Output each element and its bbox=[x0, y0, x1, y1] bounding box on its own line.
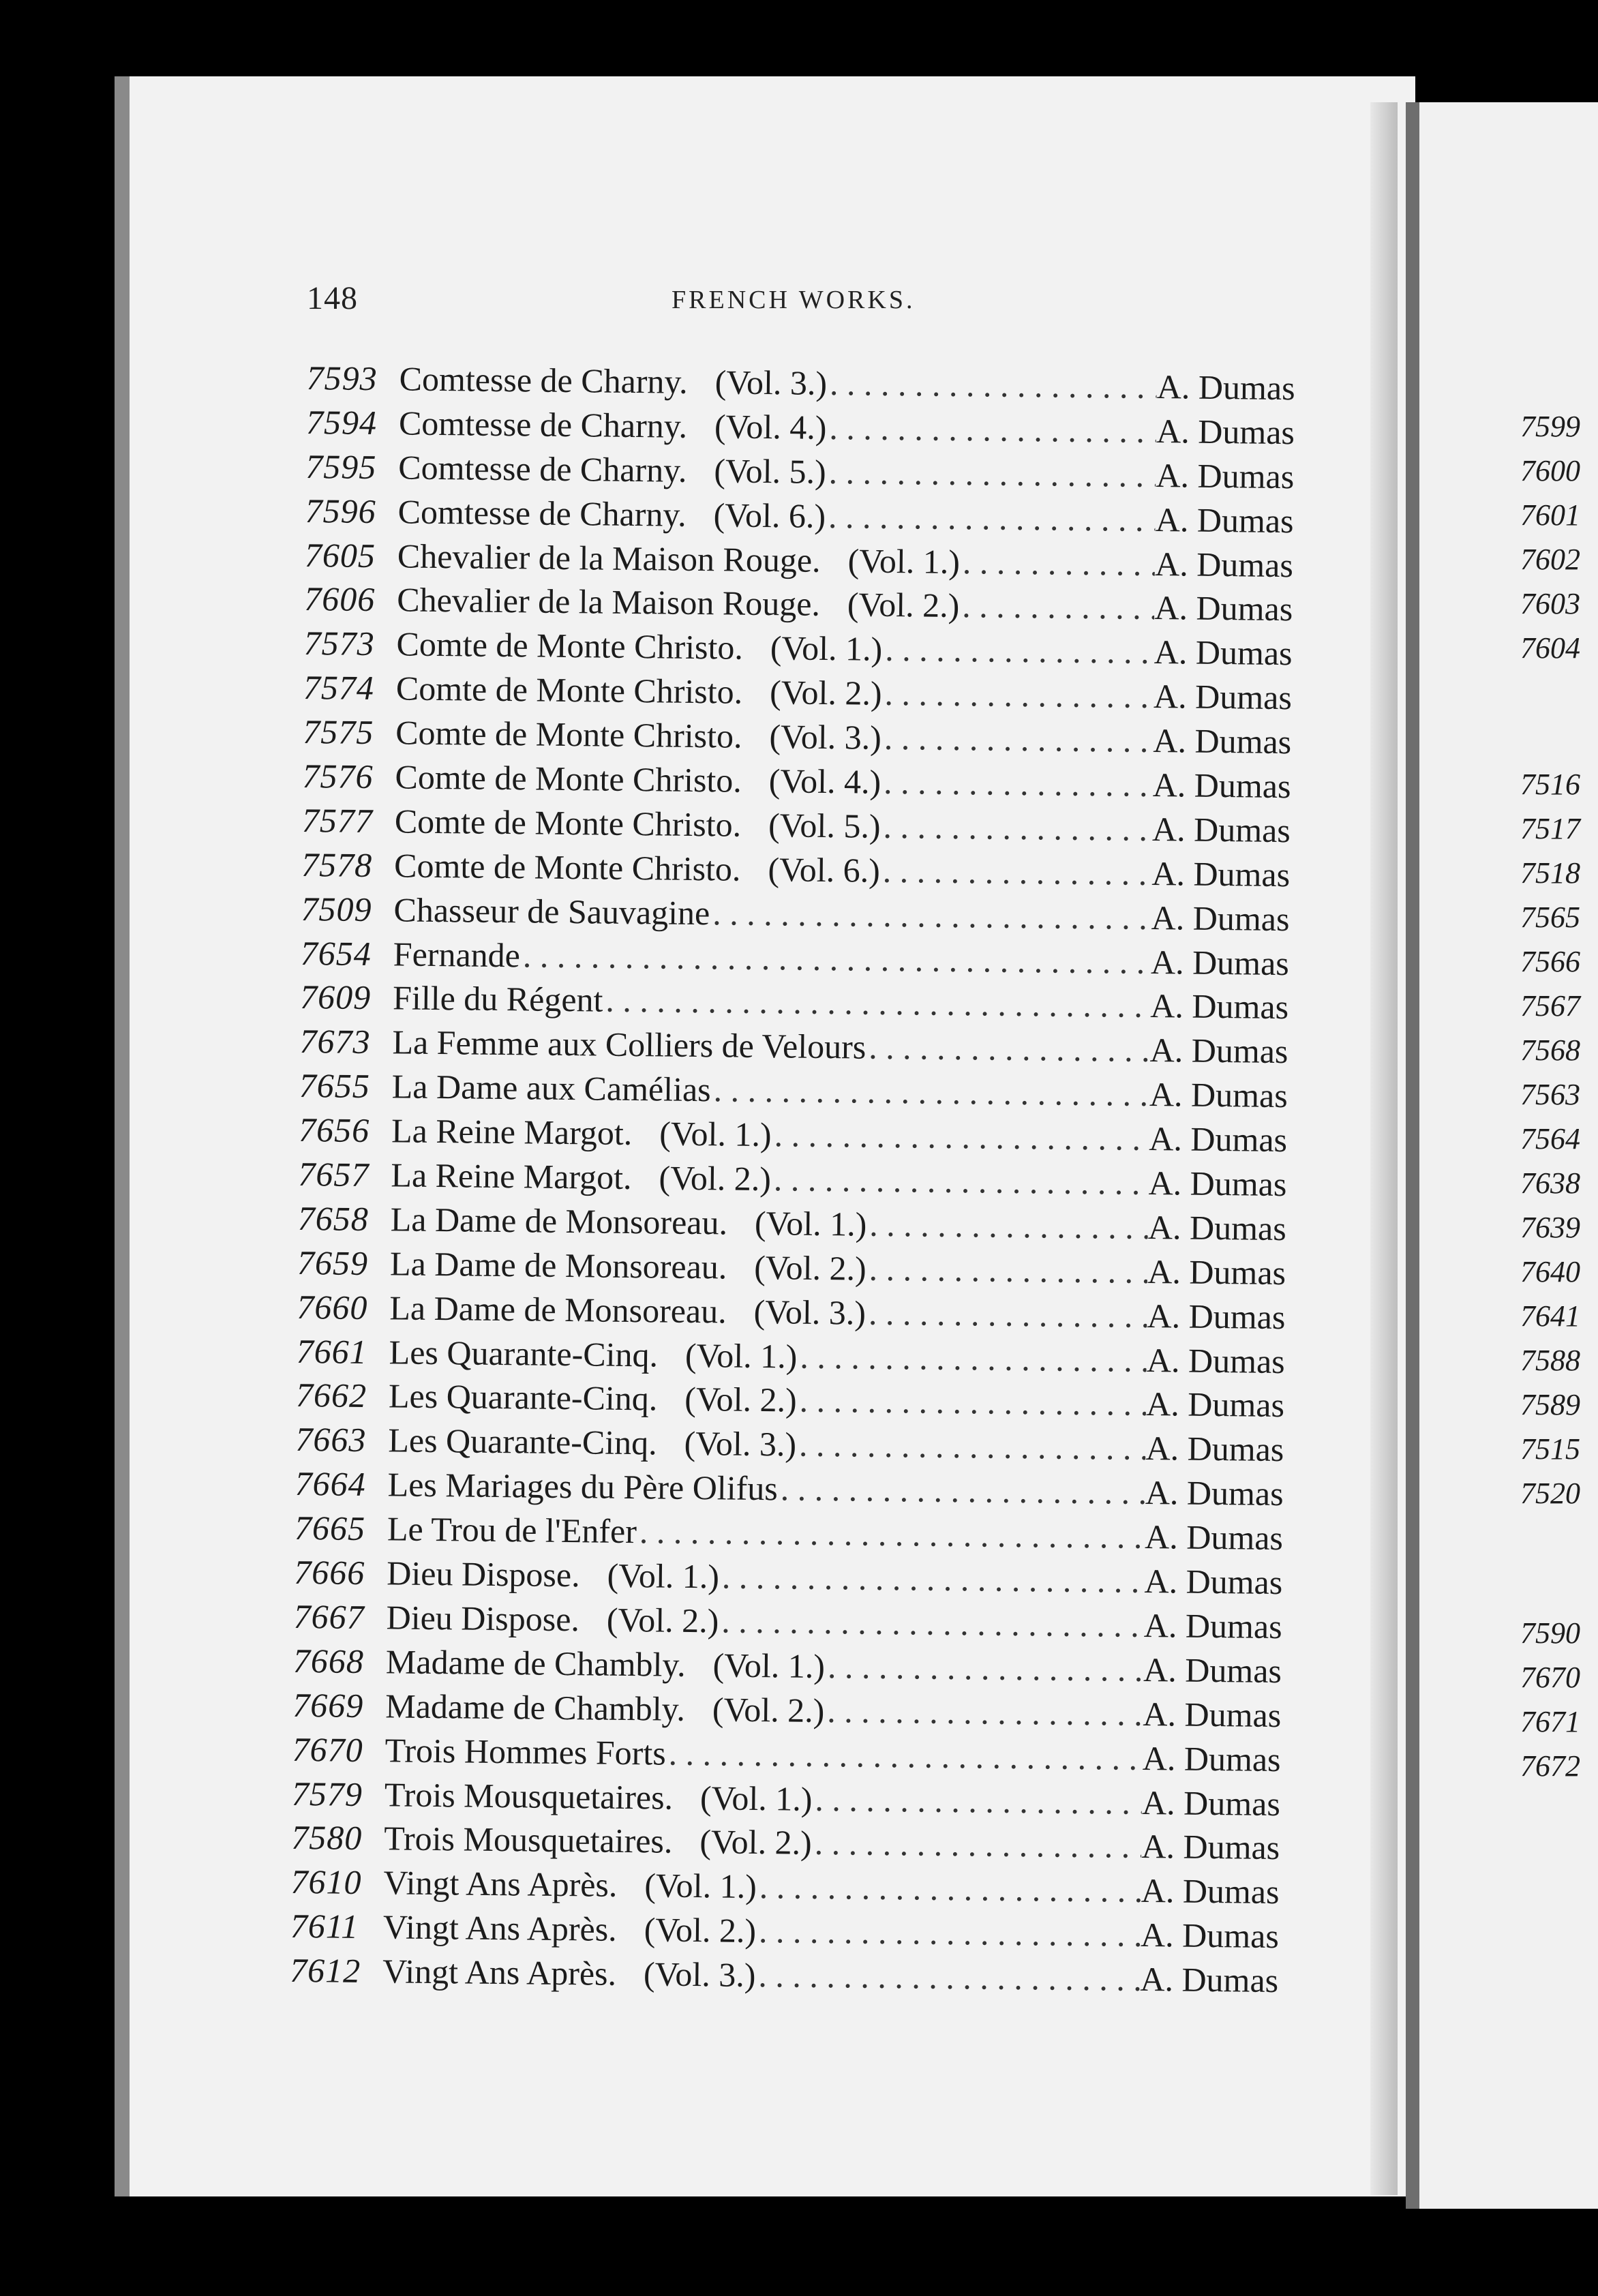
entry-title: Chevalier de la Maison Rouge. bbox=[397, 536, 821, 579]
entry-title: Comte de Monte Christo. bbox=[395, 669, 743, 711]
entry-number: 7580 bbox=[290, 1818, 363, 1858]
entry-number: 7670 bbox=[292, 1729, 363, 1769]
entry-title: Comtesse de Charny. bbox=[398, 448, 687, 489]
entry-number: 7593 bbox=[306, 358, 378, 398]
dot-leader bbox=[719, 1556, 1145, 1601]
entry-volume: (Vol. 2.) bbox=[644, 1910, 757, 1950]
dot-leader bbox=[756, 1911, 1141, 1954]
dot-leader bbox=[719, 1601, 1144, 1645]
entry-title: Madame de Chambly. bbox=[385, 1687, 686, 1728]
entry-author: A. Dumas bbox=[1149, 1031, 1288, 1071]
entry-title: Comte de Monte Christo. bbox=[395, 757, 742, 800]
entry-number: 7610 bbox=[290, 1862, 362, 1902]
entry-number: 7668 bbox=[292, 1641, 365, 1680]
facing-page-number: 7516 bbox=[1520, 768, 1580, 801]
dot-leader bbox=[756, 1867, 1141, 1910]
facing-page-number: 7566 bbox=[1520, 945, 1580, 978]
dot-leader bbox=[603, 980, 1150, 1025]
entry-author: A. Dumas bbox=[1149, 1075, 1288, 1115]
entry-author: A. Dumas bbox=[1147, 1296, 1286, 1336]
entry-author: A. Dumas bbox=[1153, 677, 1293, 717]
entry-author: A. Dumas bbox=[1152, 766, 1291, 806]
entry-title: La Dame de Monsoreau. bbox=[390, 1200, 728, 1242]
entry-title: La Reine Margot. bbox=[391, 1111, 633, 1153]
entry-number: 7573 bbox=[303, 624, 375, 663]
entry-volume: (Vol. 2.) bbox=[769, 673, 882, 713]
entry-number: 7654 bbox=[300, 933, 372, 973]
entry-author: A. Dumas bbox=[1156, 367, 1295, 408]
entry-volume: (Vol. 3.) bbox=[684, 1424, 797, 1464]
entry-title: Madame de Chambly. bbox=[385, 1642, 686, 1684]
entry-volume: (Vol. 4.) bbox=[714, 407, 827, 447]
entry-number: 7657 bbox=[298, 1154, 370, 1194]
entry-author: A. Dumas bbox=[1143, 1694, 1282, 1734]
dot-leader bbox=[826, 408, 1156, 451]
dot-leader bbox=[796, 1425, 1146, 1468]
entry-title: Comte de Monte Christo. bbox=[394, 802, 742, 844]
dot-leader bbox=[866, 1293, 1147, 1335]
entry-author: A. Dumas bbox=[1141, 1783, 1281, 1823]
entry-title: Comtesse de Charny. bbox=[398, 404, 688, 445]
entry-title: Fernande bbox=[393, 934, 521, 974]
dot-leader bbox=[710, 893, 1151, 937]
entry-author: A. Dumas bbox=[1140, 1916, 1280, 1956]
facing-page-number: 7601 bbox=[1520, 498, 1580, 532]
entry-title: Fille du Régent bbox=[392, 978, 603, 1020]
dot-leader bbox=[637, 1511, 1145, 1556]
entry-title: Vingt Ans Après. bbox=[382, 1907, 618, 1949]
entry-title: Chasseur de Sauvagine bbox=[393, 890, 710, 932]
entry-title: Les Mariages du Père Olifus bbox=[387, 1465, 779, 1508]
facing-page-number: 7520 bbox=[1520, 1477, 1580, 1510]
entry-volume: (Vol. 1.) bbox=[699, 1778, 813, 1818]
dot-leader bbox=[866, 1205, 1148, 1247]
entry-volume: (Vol. 4.) bbox=[768, 761, 881, 801]
facing-page-number: 7639 bbox=[1520, 1211, 1580, 1244]
facing-page-number: 7589 bbox=[1520, 1388, 1580, 1421]
entry-number: 7673 bbox=[299, 1022, 371, 1061]
entry-author: A. Dumas bbox=[1156, 455, 1295, 496]
entry-author: A. Dumas bbox=[1154, 633, 1293, 673]
entry-number: 7611 bbox=[290, 1907, 359, 1946]
facing-page-number: 7600 bbox=[1520, 454, 1580, 487]
entry-author: A. Dumas bbox=[1145, 1385, 1285, 1425]
dot-leader bbox=[826, 452, 1156, 495]
dot-leader bbox=[771, 1159, 1149, 1203]
catalog-entry-list bbox=[290, 358, 1295, 2005]
entry-author: A. Dumas bbox=[1144, 1517, 1284, 1558]
entry-volume: (Vol. 3.) bbox=[753, 1292, 866, 1332]
entry-author: A. Dumas bbox=[1146, 1340, 1285, 1380]
entry-author: A. Dumas bbox=[1143, 1605, 1282, 1646]
page-gutter-shadow bbox=[1370, 102, 1398, 2195]
entry-author: A. Dumas bbox=[1141, 1827, 1280, 1867]
facing-page-number: 7590 bbox=[1520, 1616, 1580, 1650]
entry-volume: (Vol. 6.) bbox=[713, 495, 826, 535]
entry-volume: (Vol. 1.) bbox=[770, 629, 883, 669]
facing-page-number: 7567 bbox=[1520, 989, 1580, 1023]
entry-number: 7661 bbox=[296, 1331, 368, 1371]
entry-number: 7612 bbox=[289, 1950, 361, 1991]
entry-volume: (Vol. 5.) bbox=[768, 806, 881, 845]
entry-volume: (Vol. 1.) bbox=[847, 541, 961, 581]
entry-author: A. Dumas bbox=[1147, 1252, 1286, 1292]
entry-number: 7574 bbox=[303, 668, 375, 708]
dot-leader bbox=[797, 1336, 1147, 1379]
entry-author: A. Dumas bbox=[1150, 942, 1290, 982]
facing-page-number: 7671 bbox=[1520, 1705, 1580, 1738]
entry-number: 7594 bbox=[305, 402, 378, 442]
dot-leader bbox=[880, 806, 1152, 849]
entry-number: 7595 bbox=[305, 447, 377, 486]
entry-author: A. Dumas bbox=[1154, 544, 1294, 584]
entry-title: Le Trou de l'Enfer bbox=[387, 1509, 637, 1551]
entry-author: A. Dumas bbox=[1140, 1959, 1279, 2000]
dot-leader bbox=[665, 1733, 1143, 1777]
entry-volume: (Vol. 3.) bbox=[769, 717, 882, 757]
entry-volume: (Vol. 2.) bbox=[754, 1248, 866, 1288]
entry-author: A. Dumas bbox=[1141, 1871, 1280, 1912]
entry-number: 7509 bbox=[301, 889, 372, 928]
entry-number: 7578 bbox=[301, 845, 373, 884]
entry-volume: (Vol. 6.) bbox=[768, 849, 881, 890]
facing-page-number: 7638 bbox=[1520, 1166, 1580, 1200]
dot-leader bbox=[959, 586, 1155, 627]
dot-leader bbox=[755, 1955, 1141, 1999]
entry-author: A. Dumas bbox=[1147, 1207, 1286, 1248]
dot-leader bbox=[880, 851, 1152, 893]
entry-volume: (Vol. 2.) bbox=[712, 1690, 825, 1729]
entry-title: La Reine Margot. bbox=[391, 1155, 632, 1197]
facing-page-number: 7672 bbox=[1520, 1749, 1580, 1783]
entry-title: Les Quarante-Cinq. bbox=[388, 1421, 657, 1462]
entry-author: A. Dumas bbox=[1145, 1429, 1284, 1469]
entry-title: La Dame de Monsoreau. bbox=[389, 1288, 727, 1331]
entry-title: Trois Hommes Forts bbox=[385, 1730, 667, 1772]
entry-volume: (Vol. 1.) bbox=[684, 1335, 798, 1376]
entry-title: La Femme aux Colliers de Velours bbox=[392, 1023, 866, 1067]
facing-page-number: 7640 bbox=[1520, 1255, 1580, 1288]
entry-author: A. Dumas bbox=[1156, 411, 1295, 452]
entry-number: 7659 bbox=[297, 1243, 369, 1282]
entry-volume: (Vol. 2.) bbox=[659, 1158, 772, 1198]
entry-author: A. Dumas bbox=[1155, 500, 1294, 540]
entry-number: 7656 bbox=[298, 1111, 370, 1150]
dot-leader bbox=[825, 1646, 1144, 1689]
entry-volume: (Vol. 3.) bbox=[643, 1954, 756, 1995]
entry-number: 7655 bbox=[299, 1066, 371, 1106]
dot-leader bbox=[881, 718, 1154, 760]
entry-number: 7575 bbox=[302, 712, 374, 752]
facing-page-number: 7670 bbox=[1520, 1661, 1580, 1694]
entry-number: 7662 bbox=[295, 1376, 367, 1415]
facing-page-number: 7603 bbox=[1520, 587, 1580, 620]
facing-page-number: 7563 bbox=[1520, 1078, 1580, 1111]
entry-volume: (Vol. 1.) bbox=[607, 1556, 720, 1596]
dot-leader bbox=[827, 363, 1157, 406]
facing-page-number: 7602 bbox=[1520, 543, 1580, 576]
entry-number: 7605 bbox=[304, 535, 376, 575]
entry-number: 7609 bbox=[299, 978, 372, 1017]
entry-author: A. Dumas bbox=[1153, 721, 1292, 761]
facing-page-number: 7641 bbox=[1520, 1299, 1580, 1333]
dot-leader bbox=[881, 674, 1154, 716]
entry-volume: (Vol. 1.) bbox=[712, 1646, 826, 1685]
entry-title: Trois Mousquetaires. bbox=[384, 1774, 674, 1817]
entry-title: Comte de Monte Christo. bbox=[395, 713, 742, 755]
entry-title: Comtesse de Charny. bbox=[399, 359, 689, 401]
entry-number: 7606 bbox=[304, 579, 376, 619]
facing-page-number: 7604 bbox=[1520, 631, 1580, 665]
entry-number: 7669 bbox=[292, 1685, 364, 1725]
entry-number: 7596 bbox=[305, 491, 376, 530]
entry-title: Vingt Ans Après. bbox=[382, 1952, 617, 1993]
facing-page-number: 7564 bbox=[1520, 1122, 1580, 1155]
entry-number: 7665 bbox=[294, 1509, 366, 1548]
entry-number: 7660 bbox=[297, 1287, 368, 1327]
dot-leader bbox=[882, 629, 1154, 671]
dot-leader bbox=[824, 1691, 1143, 1734]
entry-author: A. Dumas bbox=[1151, 809, 1291, 850]
dot-leader bbox=[520, 935, 1151, 982]
entry-author: A. Dumas bbox=[1148, 1164, 1287, 1204]
entry-title: Dieu Dispose. bbox=[387, 1554, 580, 1595]
page-number: 148 bbox=[307, 280, 358, 316]
entry-title: La Dame aux Camélias bbox=[391, 1067, 711, 1109]
entry-volume: (Vol. 2.) bbox=[606, 1600, 719, 1640]
entry-title: La Dame de Monsoreau. bbox=[389, 1244, 727, 1286]
entry-title: Vingt Ans Après. bbox=[383, 1863, 618, 1905]
dot-leader bbox=[881, 762, 1153, 804]
entry-author: A. Dumas bbox=[1145, 1473, 1284, 1513]
entry-number: 7666 bbox=[294, 1552, 365, 1592]
entry-author: A. Dumas bbox=[1149, 1119, 1288, 1160]
entry-volume: (Vol. 2.) bbox=[684, 1380, 797, 1420]
entry-volume: (Vol. 5.) bbox=[714, 451, 827, 491]
entry-volume: (Vol. 2.) bbox=[699, 1822, 813, 1862]
entry-title: Comte de Monte Christo. bbox=[396, 624, 744, 667]
entry-number: 7579 bbox=[291, 1774, 363, 1813]
entry-number: 7577 bbox=[301, 800, 374, 840]
entry-title: Comtesse de Charny. bbox=[397, 492, 687, 534]
entry-volume: (Vol. 1.) bbox=[754, 1203, 867, 1243]
entry-title: Les Quarante-Cinq. bbox=[389, 1332, 659, 1374]
dot-leader bbox=[777, 1469, 1145, 1513]
dot-leader bbox=[866, 1027, 1150, 1070]
facing-page-number: 7599 bbox=[1520, 410, 1580, 443]
dot-leader bbox=[796, 1380, 1146, 1423]
entry-title: Chevalier de la Maison Rouge. bbox=[396, 580, 821, 624]
facing-page-number: 7568 bbox=[1520, 1033, 1580, 1067]
entry-volume: (Vol. 1.) bbox=[659, 1114, 772, 1154]
facing-page-number: 7515 bbox=[1520, 1432, 1580, 1466]
dot-leader bbox=[826, 496, 1156, 539]
entry-volume: (Vol. 1.) bbox=[644, 1866, 757, 1906]
entry-author: A. Dumas bbox=[1151, 854, 1291, 894]
entry-title: Dieu Dispose. bbox=[386, 1598, 580, 1639]
dot-leader bbox=[811, 1823, 1141, 1866]
entry-author: A. Dumas bbox=[1150, 986, 1289, 1027]
entry-author: A. Dumas bbox=[1151, 898, 1290, 938]
entry-number: 7667 bbox=[293, 1597, 365, 1636]
facing-page-number: 7588 bbox=[1520, 1344, 1580, 1377]
dot-leader bbox=[771, 1115, 1149, 1158]
entry-number: 7664 bbox=[295, 1464, 366, 1504]
entry-title: Les Quarante-Cinq. bbox=[388, 1376, 658, 1418]
entry-author: A. Dumas bbox=[1143, 1650, 1282, 1690]
dot-leader bbox=[710, 1070, 1149, 1115]
entry-volume: (Vol. 2.) bbox=[847, 585, 960, 625]
entry-volume: (Vol. 3.) bbox=[714, 363, 828, 402]
entry-number: 7658 bbox=[297, 1198, 370, 1238]
facing-page-number: 7517 bbox=[1520, 812, 1580, 845]
facing-page-number: 7565 bbox=[1520, 901, 1580, 934]
dot-leader bbox=[866, 1248, 1147, 1290]
entry-number: 7663 bbox=[295, 1420, 367, 1460]
entry-author: A. Dumas bbox=[1144, 1562, 1283, 1602]
entry-title: Comte de Monte Christo. bbox=[393, 846, 741, 888]
entry-author: A. Dumas bbox=[1154, 588, 1293, 629]
entry-author: A. Dumas bbox=[1142, 1738, 1281, 1779]
dot-leader bbox=[960, 542, 1156, 584]
entry-title: Trois Mousquetaires. bbox=[383, 1819, 673, 1861]
dot-leader bbox=[812, 1779, 1142, 1822]
facing-page-number: 7518 bbox=[1520, 856, 1580, 890]
entry-number: 7576 bbox=[302, 756, 374, 796]
section-title: FRENCH WORKS. bbox=[672, 286, 916, 314]
page-header bbox=[307, 280, 1295, 320]
